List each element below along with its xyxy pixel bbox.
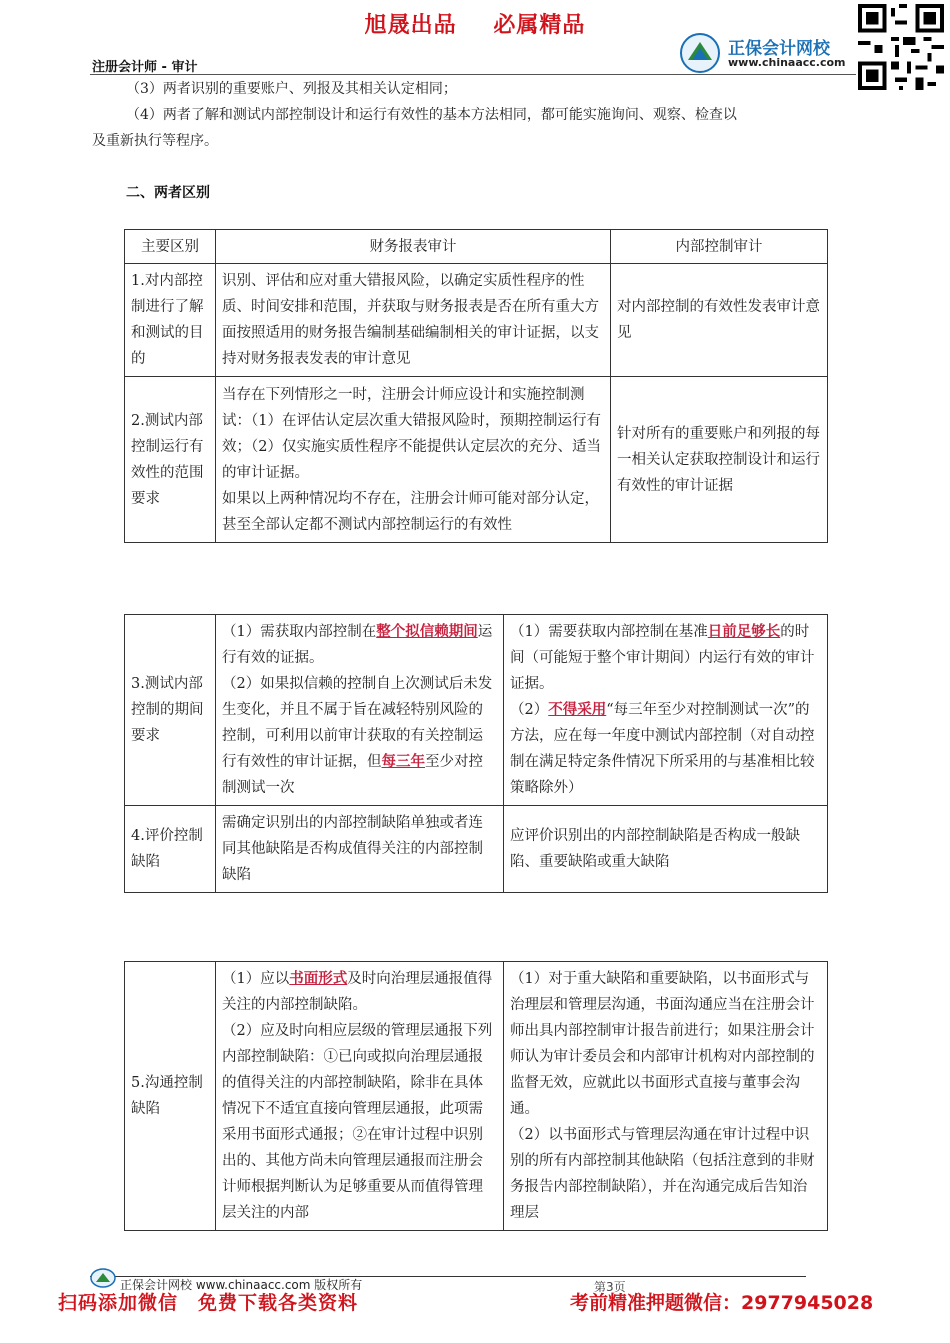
row3-label: 3.测试内部控制的期间要求 — [125, 615, 216, 806]
row3-ic1-pre: （1）需要获取内部控制在基准 — [510, 624, 708, 640]
bottom-promo-left — [58, 1288, 378, 1315]
row4-label: 4.评价控制缺陷 — [125, 806, 216, 893]
row1-ic: 对内部控制的有效性发表审计意见 — [611, 264, 828, 377]
bottom-promo-left-1: 扫码添加微信 — [58, 1292, 179, 1314]
row2-ic: 针对所有的重要账户和列报的每一相关认定获取控制设计和运行有效性的审计证据 — [611, 377, 828, 543]
row3-fs-para2 — [222, 671, 497, 801]
header-ic-audit: 内部控制审计 — [611, 230, 828, 264]
row3-ic-para2 — [510, 697, 821, 801]
row3-ic-para1 — [510, 619, 821, 697]
row2-fs-para2: 如果以上两种情况均不存在，注册会计师可能对部分认定，甚至全部认定都不测试内部控制运行的有效性 — [222, 490, 599, 533]
row5-fs-para2: （2）应及时向相应层级的管理层通报下列内部控制缺陷：①已向或拟向治理层通报的值得关注的内部控制缺陷，除非在具体情况下不适宜直接向管理层通报，此项需采用书面形式通报；②在审计过程中识别出的、其他方尚未向管理层通报而注册会计师根据判断认为足够重要从而值得管理层关注的内部 — [222, 1023, 493, 1221]
logo-emblem-icon — [678, 32, 724, 74]
logo-title: 正保会计网校 — [728, 39, 830, 59]
chinaacc-logo — [678, 32, 858, 74]
row3-ic1-post: 的时间（可能短于整个审计期间）内运行有效的审计证据。 — [510, 624, 815, 692]
row3-fs2-pre: （2）如果拟信赖的控制自上次测试后未发生变化，并且不属于旨在减轻特别风险的控制，可利用以前审计获取的有关控制运行有效性的审计证据，但 — [222, 676, 493, 770]
row1-label: 1.对内部控制进行了解和测试的目的 — [125, 264, 216, 377]
banner-right-text: 必属精品 — [493, 13, 586, 38]
bottom-promo-left-2: 免费下载各类资料 — [198, 1292, 359, 1314]
row3-fs2-emphasis: 每三年 — [381, 753, 425, 770]
row5-fs1-pre: （1）应以 — [222, 971, 290, 987]
intro-point-3: （3）两者识别的重要账户、列报及其相关认定相同； — [126, 81, 457, 97]
row5-fs — [216, 962, 504, 1231]
footer-page-number: 第3页 — [594, 1280, 626, 1294]
row3-ic1-emphasis: 日前足够长 — [707, 623, 781, 640]
row5-ic-para1: （1）对于重大缺陷和重要缺陷，以书面形式与治理层和管理层沟通，书面沟通应当在注册会计师出具内部控制审计报告前进行；如果注册会计师认为审计委员会和内部审计机构对内部控制的监督无效，应就此以书面形式直接与董事会沟通。 — [510, 971, 815, 1117]
qr-code-icon — [858, 4, 944, 90]
row3-fs2-post: 至少对控制测试一次 — [222, 754, 483, 796]
row5-ic — [504, 962, 828, 1231]
row2-label: 2.测试内部控制运行有效性的范围要求 — [125, 377, 216, 543]
row3-fs — [216, 615, 504, 806]
comparison-table-part2 — [124, 614, 828, 893]
comparison-table-part3 — [124, 961, 828, 1231]
table-row — [125, 377, 828, 543]
row4-ic: 应评价识别出的内部控制缺陷是否构成一般缺陷、重要缺陷或重大缺陷 — [504, 806, 828, 893]
row5-ic-para2: （2）以书面形式与管理层沟通在审计过程中识别的所有内部控制其他缺陷（包括注意到的非财务报告内部控制缺陷），并在沟通完成后告知治理层 — [510, 1127, 815, 1221]
row5-label: 5.沟通控制缺陷 — [125, 962, 216, 1231]
comparison-table-part1 — [124, 229, 828, 543]
footer-copyright: 正保会计网校 www.chinaacc.com 版权所有 — [120, 1278, 363, 1292]
row3-ic2-emphasis: 不得采用 — [548, 701, 607, 718]
banner-left-text: 旭晟出品 — [364, 13, 457, 38]
header-fs-audit: 财务报表审计 — [216, 230, 611, 264]
row2-fs — [216, 377, 611, 543]
table-row — [125, 806, 828, 893]
row4-fs: 需确定识别出的内部控制缺陷单独或者连同其他缺陷是否构成值得关注的内部控制缺陷 — [216, 806, 504, 893]
document-header-title: 注册会计师 - 审计 — [92, 60, 198, 75]
footer-logo-icon — [90, 1268, 116, 1288]
bottom-promo-right: 考前精准押题微信：2977945028 — [570, 1292, 874, 1314]
header-divider — [90, 74, 856, 75]
row3-fs1-pre: （1）需获取内部控制在 — [222, 624, 377, 640]
row3-fs-para1 — [222, 619, 497, 671]
intro-point-4-line1: （4）两者了解和测试内部控制设计和运行有效性的基本方法相同，都可能实施询问、观察、检查以 — [126, 107, 737, 123]
row5-fs1-emphasis: 书面形式 — [289, 970, 348, 987]
row5-fs1-post: 及时向治理层通报值得关注的内部控制缺陷。 — [222, 971, 493, 1013]
row3-fs1-post: 运行有效的证据。 — [222, 624, 493, 666]
row3-ic2-pre: （2） — [510, 702, 549, 718]
row5-fs-para1 — [222, 966, 497, 1018]
row3-ic — [504, 615, 828, 806]
table-header-row — [125, 230, 828, 264]
logo-url: www.chinaacc.com — [728, 56, 846, 69]
row3-fs1-emphasis: 整个拟信赖期间 — [376, 623, 478, 640]
section-heading: 二、两者区别 — [126, 185, 210, 201]
row1-fs: 识别、评估和应对重大错报风险，以确定实质性程序的性质、时间安排和范围，并获取与财务报表是否在所有重大方面按照适用的财务报告编制基础编制相关的审计证据，以支持对财务报表发表的审计意见 — [216, 264, 611, 377]
intro-point-4-line2: 及重新执行等程序。 — [92, 133, 218, 149]
table-row — [125, 962, 828, 1231]
row2-fs-para1: 当存在下列情形之一时，注册会计师应设计和实施控制测试：（1）在评估认定层次重大错报风险时，预期控制运行有效；（2）仅实施实质性程序不能提供认定层次的充分、适当的审计证据。 — [222, 386, 601, 481]
table-row — [125, 264, 828, 377]
header-main-difference: 主要区别 — [125, 230, 216, 264]
table-row — [125, 615, 828, 806]
row3-ic2-post: “每三年至少对控制测试一次”的方法，应在每一年度中测试内部控制（对自动控制在满足特定条件情况下所采用的与基准相比较策略除外） — [510, 702, 815, 796]
